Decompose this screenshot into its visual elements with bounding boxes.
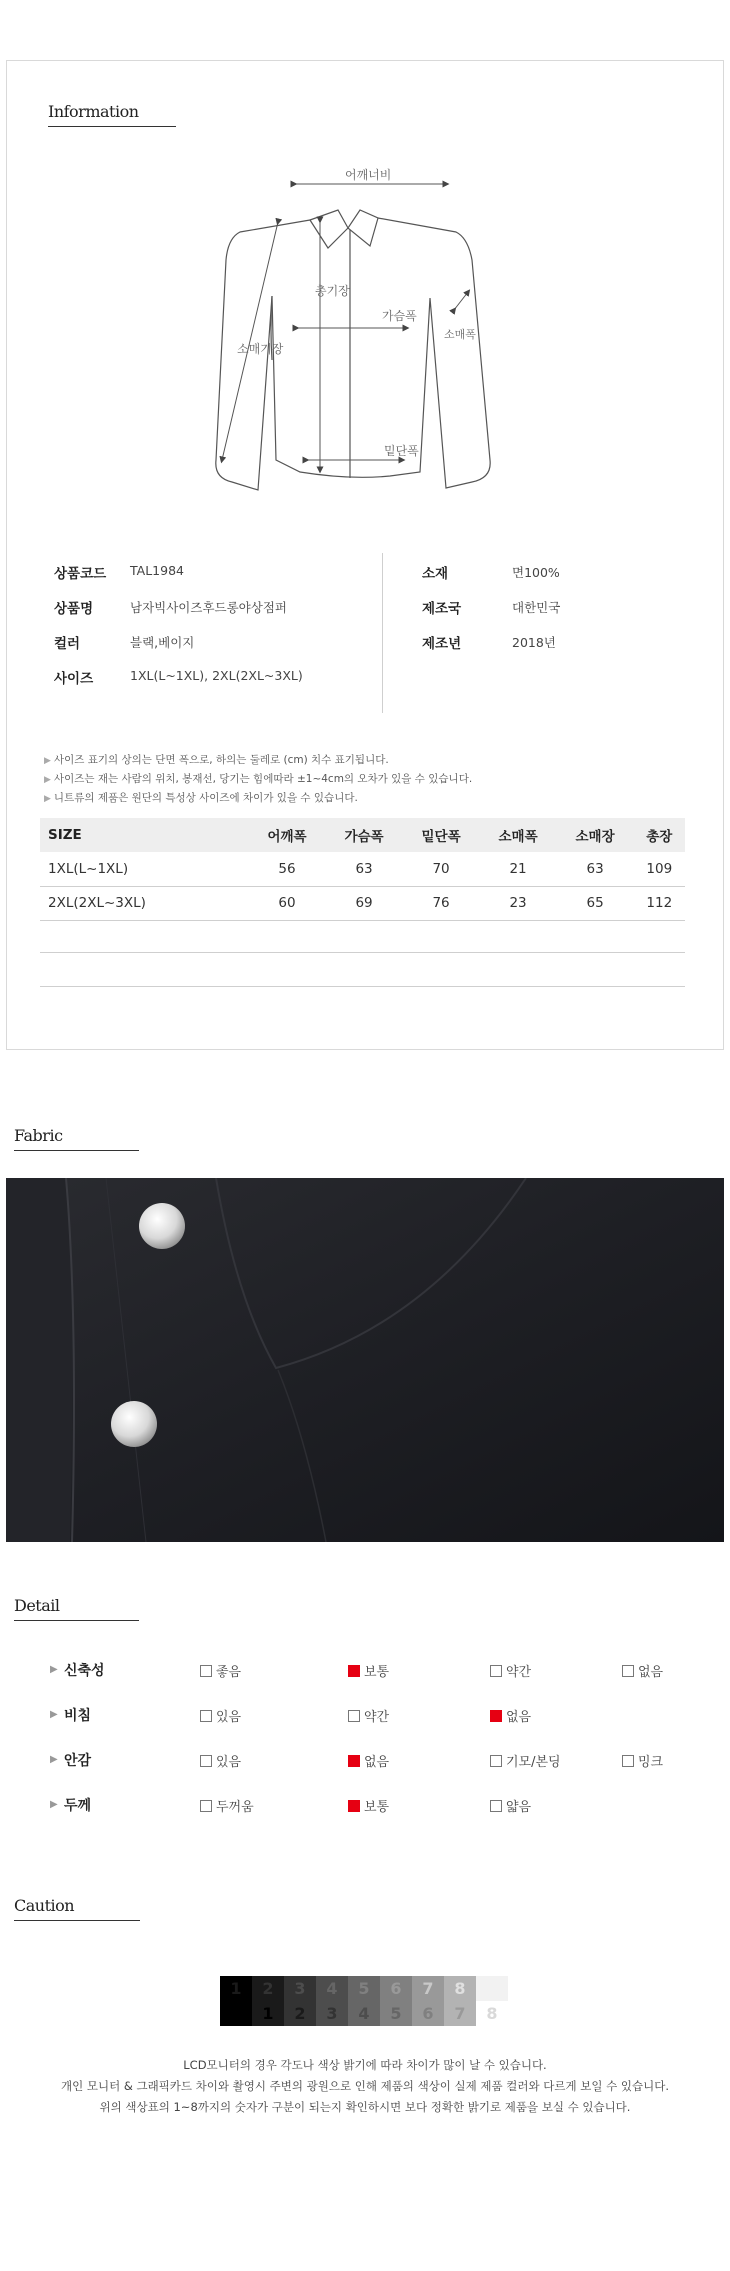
- swatch-top: 8: [444, 1976, 476, 2001]
- checkbox: [622, 1665, 634, 1677]
- size-table-header: 총장: [634, 818, 685, 852]
- checkbox: [490, 1800, 502, 1812]
- detail-row-marker: ▶: [50, 1799, 58, 1810]
- spec-label-product-code: 상품코드: [54, 566, 107, 582]
- table-cell: 63: [557, 852, 634, 886]
- detail-option: 없음: [622, 1661, 663, 1680]
- table-cell: 76: [403, 886, 480, 920]
- detail-option: 밍크: [622, 1751, 663, 1770]
- checkbox-checked: [348, 1800, 360, 1812]
- detail-option: 기모/본딩: [490, 1751, 561, 1770]
- spec-value-color: 블랙,베이지: [130, 635, 195, 650]
- size-note-2: ▶ 사이즈는 재는 사람의 위치, 봉재선, 당기는 힘에따라 ±1~4cm의 오차가 있을 수 있습니다.: [44, 773, 473, 785]
- swatch-top: 1: [220, 1976, 252, 2001]
- detail-label-lining: 안감: [64, 1753, 92, 1769]
- spec-label-size: 사이즈: [54, 671, 94, 687]
- size-table: [40, 818, 685, 921]
- table-cell: 109: [634, 852, 685, 886]
- checkbox: [200, 1710, 212, 1722]
- detail-option: 좋음: [200, 1661, 241, 1680]
- swatch-top: 3: [284, 1976, 316, 2001]
- size-note-1: ▶ 사이즈 표기의 상의는 단면 폭으로, 하의는 둘레로 (cm) 치수 표기됩니다.: [44, 754, 389, 766]
- caution-text-1: LCD모니터의 경우 각도나 색상 밝기에 따라 차이가 많이 날 수 있습니다.: [183, 2058, 547, 2072]
- detail-option: 보통: [348, 1661, 389, 1680]
- detail-label-transparency: 비침: [64, 1708, 92, 1724]
- caution-title-underline: [14, 1920, 140, 1921]
- size-table-header: SIZE: [40, 818, 249, 852]
- table-row: [40, 886, 685, 920]
- spec-label-material: 소재: [422, 566, 449, 582]
- fabric-title: Fabric: [14, 1126, 63, 1145]
- spec-label-country: 제조국: [422, 601, 462, 617]
- fabric-closeup-image: [6, 1178, 724, 1542]
- table-cell: 2XL(2XL~3XL): [40, 886, 249, 920]
- checkbox: [490, 1755, 502, 1767]
- table-cell: 70: [403, 852, 480, 886]
- swatch-bottom: [220, 2001, 252, 2026]
- detail-option: 얇음: [490, 1796, 531, 1815]
- snap-button: [139, 1203, 185, 1249]
- snap-button: [111, 1401, 157, 1447]
- size-note-3: ▶ 니트류의 제품은 원단의 특성상 사이즈에 차이가 있을 수 있습니다.: [44, 792, 358, 804]
- detail-option: 약간: [348, 1706, 389, 1725]
- swatch-top: 2: [252, 1976, 284, 2001]
- size-table-header: 어깨폭: [249, 818, 326, 852]
- spec-value-product-name: 남자빅사이즈후드롱야상점퍼: [130, 600, 287, 615]
- table-row: [40, 852, 685, 886]
- checkbox: [200, 1755, 212, 1767]
- table-cell: 60: [249, 886, 326, 920]
- detail-option: 없음: [348, 1751, 389, 1770]
- detail-label-stretch: 신축성: [64, 1663, 105, 1679]
- table-cell: 63: [326, 852, 403, 886]
- detail-row-marker: ▶: [50, 1754, 58, 1765]
- detail-option: 있음: [200, 1751, 241, 1770]
- table-empty-row-line: [40, 986, 685, 987]
- detail-option: 없음: [490, 1706, 531, 1725]
- swatch-bottom: 3: [316, 2001, 348, 2026]
- detail-row-marker: ▶: [50, 1709, 58, 1720]
- spec-value-product-code: TAL1984: [130, 563, 184, 578]
- checkbox: [348, 1710, 360, 1722]
- table-cell: 23: [480, 886, 557, 920]
- detail-option: 두꺼움: [200, 1796, 254, 1815]
- caution-text-2: 개인 모니터 & 그래픽카드 차이와 촬영시 주변의 광원으로 인해 제품의 색상이 실제 제품 컬러와 다르게 보일 수 있습니다.: [61, 2079, 669, 2093]
- spec-divider: [382, 553, 383, 713]
- diagram-label-sleeve-width: 소매폭: [444, 328, 476, 341]
- diagram-label-total-length: 총기장: [315, 284, 350, 298]
- checkbox: [200, 1665, 212, 1677]
- swatch-top: 4: [316, 1976, 348, 2001]
- table-cell: 56: [249, 852, 326, 886]
- size-table-header: 소매폭: [480, 818, 557, 852]
- swatch-top: 5: [348, 1976, 380, 2001]
- table-cell: 112: [634, 886, 685, 920]
- table-cell: 65: [557, 886, 634, 920]
- swatch-bottom: 5: [380, 2001, 412, 2026]
- swatch-bottom: 1: [252, 2001, 284, 2026]
- swatch-bottom: 8: [476, 2001, 508, 2026]
- spec-value-material: 면100%: [512, 565, 560, 580]
- spec-label-product-name: 상품명: [54, 601, 94, 617]
- caution-title: Caution: [14, 1896, 75, 1915]
- detail-option: 보통: [348, 1796, 389, 1815]
- spec-value-country: 대한민국: [512, 600, 561, 615]
- diagram-label-sleeve-length: 소매기장: [237, 342, 284, 356]
- table-empty-row-line: [40, 952, 685, 953]
- checkbox: [200, 1800, 212, 1812]
- spec-value-size: 1XL(L~1XL), 2XL(2XL~3XL): [130, 668, 303, 683]
- checkbox-checked: [490, 1710, 502, 1722]
- fabric-title-underline: [14, 1150, 139, 1151]
- swatch-top: [476, 1976, 508, 2001]
- size-table-header: 가슴폭: [326, 818, 403, 852]
- detail-option: 있음: [200, 1706, 241, 1725]
- swatch-top: 6: [380, 1976, 412, 2001]
- checkbox: [622, 1755, 634, 1767]
- table-cell: 1XL(L~1XL): [40, 852, 249, 886]
- swatch-bottom: 7: [444, 2001, 476, 2026]
- sleeve-width-arrow: [454, 292, 468, 310]
- caution-text-3: 위의 색상표의 1~8까지의 숫자가 구분이 되는지 확인하시면 보다 정확한 밝기로 제품을 보실 수 있습니다.: [99, 2100, 631, 2114]
- checkbox: [490, 1665, 502, 1677]
- size-table-header-row: [40, 818, 685, 852]
- detail-title: Detail: [14, 1596, 60, 1615]
- spec-value-year: 2018년: [512, 635, 556, 650]
- table-cell: 21: [480, 852, 557, 886]
- detail-row-marker: ▶: [50, 1664, 58, 1675]
- detail-title-underline: [14, 1620, 139, 1621]
- detail-option: 약간: [490, 1661, 531, 1680]
- spec-label-color: 컬러: [54, 636, 81, 652]
- table-cell: 69: [326, 886, 403, 920]
- diagram-label-shoulder: 어깨너비: [345, 168, 392, 182]
- checkbox-checked: [348, 1755, 360, 1767]
- information-title: Information: [48, 102, 139, 121]
- swatch-bottom: 6: [412, 2001, 444, 2026]
- swatch-top: 7: [412, 1976, 444, 2001]
- spec-label-year: 제조년: [422, 636, 462, 652]
- diagram-label-hem: 밑단폭: [384, 444, 419, 458]
- diagram-label-chest: 가슴폭: [382, 309, 417, 323]
- detail-label-thickness: 두께: [64, 1798, 92, 1814]
- information-title-underline: [48, 126, 176, 127]
- swatch-bottom: 2: [284, 2001, 316, 2026]
- size-table-header: 소매장: [557, 818, 634, 852]
- size-table-header: 밑단폭: [403, 818, 480, 852]
- monitor-calibration-swatch: [220, 1976, 508, 2026]
- checkbox-checked: [348, 1665, 360, 1677]
- swatch-bottom: 4: [348, 2001, 380, 2026]
- jacket-measurement-diagram: [210, 160, 530, 500]
